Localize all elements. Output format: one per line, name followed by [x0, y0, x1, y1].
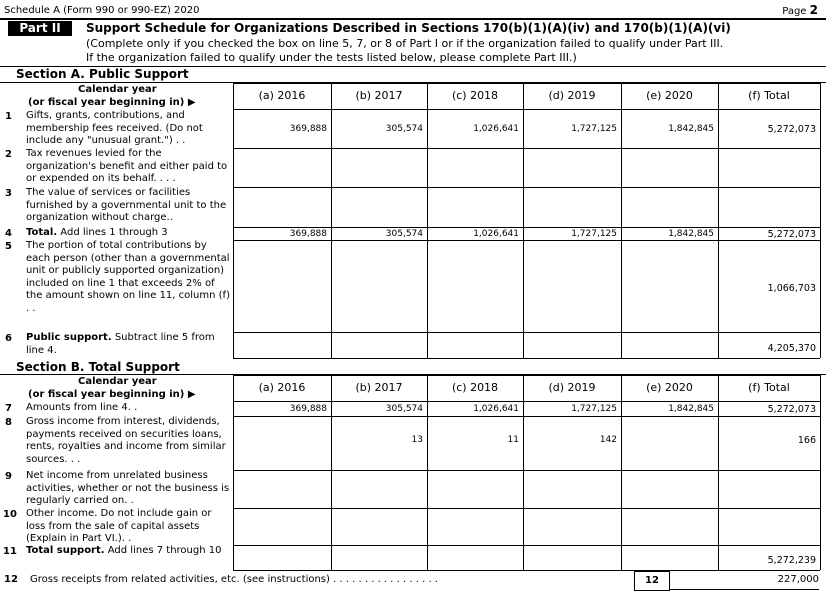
line-description: Net income from unrelated business activities, whether or not the business is regularly carried on. . [26, 470, 230, 506]
column-divider [820, 375, 821, 570]
value-cell[interactable]: 1,727,125 [571, 124, 617, 134]
value-cell[interactable]: 1,842,845 [668, 229, 714, 239]
line-description: Other income. Do not include gain or loss from the sale of capital assets (Explain in Part VI.). . [26, 508, 212, 544]
column-divider [621, 83, 622, 358]
value-cell[interactable]: 305,574 [385, 404, 423, 414]
value-cell[interactable]: 305,574 [385, 124, 423, 134]
value-cell[interactable]: 1,727,125 [571, 229, 617, 239]
calendar-year-label-a: Calendar year [78, 84, 157, 95]
column-header: (f) Total [748, 89, 790, 102]
value-cell[interactable]: 166 [797, 435, 816, 446]
part-instructions-1: (Complete only if you checked the box on line 5, 7, or 8 of Part I or if the organization failed to qualify under Part III. [86, 37, 724, 50]
calendar-year-label-b: Calendar year [78, 376, 157, 387]
value-cell[interactable]: 369,888 [289, 404, 327, 414]
section-a-title: Section A. Public Support [16, 67, 189, 81]
value-cell[interactable]: 369,888 [289, 229, 327, 239]
line-title: Public support. [26, 332, 112, 343]
value-cell[interactable]: 11 [507, 435, 519, 445]
column-divider [523, 83, 524, 358]
line-number: 6 [5, 333, 12, 344]
row-divider [233, 332, 820, 333]
line-description: Amounts from line 4. . [26, 402, 138, 413]
header-rule [0, 18, 826, 20]
line-title: Total support. [26, 545, 105, 556]
header-top [233, 375, 820, 376]
value-cell[interactable]: 5,272,073 [767, 404, 816, 415]
line-number: 8 [5, 417, 12, 428]
column-header: (a) 2016 [258, 89, 306, 102]
column-divider [621, 375, 622, 570]
row-divider [233, 470, 820, 471]
column-header: (a) 2016 [258, 381, 306, 394]
part-label: Part II [8, 21, 72, 36]
column-header: (d) 2019 [548, 89, 596, 102]
line-number: 12 [4, 574, 18, 585]
value-cell[interactable]: 13 [411, 435, 423, 445]
column-divider [331, 83, 332, 358]
line-description: Tax revenues levied for the organization's benefit and either paid to or expended on its behalf. . . . [26, 148, 228, 184]
line-description: Gifts, grants, contributions, and membership fees received. (Do not include any "unusual grant.") . . [26, 110, 203, 146]
line-number: 10 [3, 509, 17, 520]
column-header: (c) 2018 [451, 89, 499, 102]
column-divider [718, 83, 719, 358]
line-description [26, 227, 230, 240]
row-divider [233, 545, 820, 546]
header-divider [233, 401, 820, 402]
column-divider [233, 375, 234, 570]
line-description [26, 545, 230, 558]
column-header: (c) 2018 [451, 381, 499, 394]
value-cell[interactable]: 5,272,073 [767, 229, 816, 240]
line-number: 9 [5, 471, 12, 482]
page-number: 2 [809, 3, 818, 17]
schedule-header: Schedule A (Form 990 or 990-EZ) 2020 [4, 5, 200, 16]
column-header: (e) 2020 [646, 381, 693, 394]
value-cell[interactable]: 5,272,239 [767, 555, 816, 566]
value-cell[interactable]: 1,026,641 [473, 229, 519, 239]
line-description [26, 332, 230, 357]
part-title: Support Schedule for Organizations Described in Sections 170(b)(1)(A)(iv) and 170(b)(1)(A)(vi) [86, 21, 731, 35]
row-divider [233, 227, 820, 228]
value-cell[interactable]: 1,066,703 [767, 283, 816, 294]
line-description: The value of services or facilities furnished by a governmental unit to the organization without charge.. [26, 187, 227, 223]
line-text: Add lines 7 through 10 [104, 545, 222, 556]
value-cell[interactable]: 1,842,845 [668, 124, 714, 134]
column-divider [427, 83, 428, 358]
line-number: 5 [5, 241, 12, 252]
fiscal-year-label-b: (or fiscal year beginning in) ▶ [28, 389, 196, 400]
value-cell[interactable]: 4,205,370 [767, 343, 816, 354]
value-cell[interactable]: 1,026,641 [473, 404, 519, 414]
line-description: Gross income from interest, dividends, payments received on securities loans, rents, royalties and income from similar sources. . . [26, 416, 226, 465]
line-description: The portion of total contributions by each person (other than a governmental unit or publicly supported organization) included on line 1 that exceeds 2% of the amount shown on line 11, column (f) . . [26, 240, 230, 314]
header-top [233, 83, 820, 84]
line-number: 4 [5, 228, 12, 239]
fiscal-year-label-a: (or fiscal year beginning in) ▶ [28, 97, 196, 108]
column-header: (f) Total [748, 381, 790, 394]
value-cell[interactable]: 5,272,073 [767, 124, 816, 135]
value-cell[interactable]: 1,026,641 [473, 124, 519, 134]
column-divider [523, 375, 524, 570]
line-number: 3 [5, 188, 12, 199]
value-cell[interactable]: 369,888 [289, 124, 327, 134]
header-divider [233, 109, 820, 110]
row-divider [233, 416, 820, 417]
line-number: 2 [5, 149, 12, 160]
line-number: 1 [5, 111, 12, 122]
value-cell[interactable]: 305,574 [385, 229, 423, 239]
row-divider [233, 240, 820, 241]
line-number: 11 [3, 546, 17, 557]
value-cell[interactable]: 142 [599, 435, 617, 445]
line-title: Total. [26, 227, 58, 238]
column-header: (e) 2020 [646, 89, 693, 102]
column-divider [427, 375, 428, 570]
value-cell[interactable]: 1,842,845 [668, 404, 714, 414]
line-text: Add lines 1 through 3 [57, 227, 168, 238]
column-header: (b) 2017 [355, 89, 403, 102]
line-number: 7 [5, 403, 12, 414]
line-12-box: 12 [634, 571, 670, 591]
section-b-title: Section B. Total Support [16, 360, 180, 374]
column-divider [233, 83, 234, 358]
column-divider [820, 83, 821, 358]
row-divider [233, 508, 820, 509]
column-header: (d) 2019 [548, 381, 596, 394]
page-label: Page [782, 6, 810, 17]
row-divider [233, 187, 820, 188]
value-cell[interactable]: 1,727,125 [571, 404, 617, 414]
line-12-description: Gross receipts from related activities, etc. (see instructions) . . . . . . . . . . . . . . . . . [30, 574, 438, 585]
page-indicator [782, 4, 818, 18]
part-instructions-2: If the organization failed to qualify under the tests listed below, please complete Part III.) [86, 51, 577, 64]
column-divider [331, 375, 332, 570]
row-divider [233, 358, 820, 359]
row-divider [233, 148, 820, 149]
column-header: (b) 2017 [355, 381, 403, 394]
line-text: Subtract line 5 from line 4. [26, 332, 215, 356]
line-12-value[interactable]: 227,000 [669, 571, 819, 590]
column-divider [718, 375, 719, 570]
